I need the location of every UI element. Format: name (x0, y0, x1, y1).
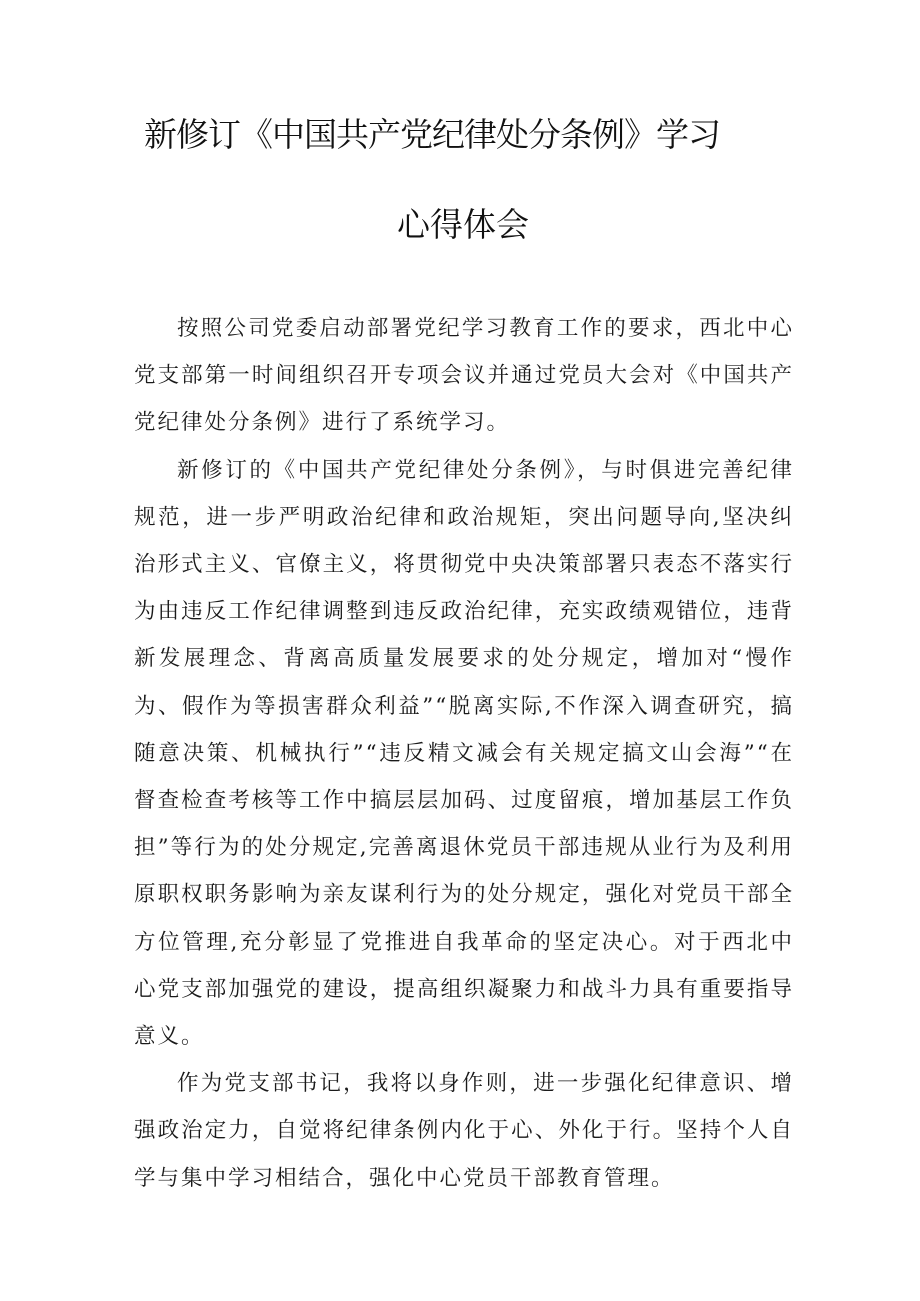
document-title-line-2: 心得体会 (397, 205, 529, 244)
document-body (134, 305, 794, 1202)
paragraph-1: 按照公司党委启动部署党纪学习教育工作的要求，西北中心党支部第一时间组织召开专项会议并通过党员大会对《中国共产党纪律处分条例》进行了系统学习。 (134, 316, 794, 436)
paragraph-2: 新修订的《中国共产党纪律处分条例》，与时俱进完善纪律规范，进一步严明政治纪律和政治规矩，突出问题导向,坚决纠治形式主义、官僚主义，将贯彻党中央决策部署只表态不落实行为由违反工作纪律调整到违反政治纪律，充实政绩观错位，违背新发展理念、背离高质量发展要求的处分规定，增加对“慢作为、假作为等损害群众利益”“脱离实际,不作深入调查研究，搞随意决策、机械执行”“违反精文减会有关规定搞文山会海”“在督查检查考核等工作中搞层层加码、过度留痕，增加基层工作负担”等行为的处分规定,完善离退休党员干部违规从业行为及利用原职权职务影响为亲友谋利行为的处分规定，强化对党员干部全方位管理,充分彰显了党推进自我革命的坚定决心。对于西北中心党支部加强党的建设，提高组织凝聚力和战斗力具有重要指导意义。 (134, 457, 794, 1050)
paragraph-3: 作为党支部书记，我将以身作则，进一步强化纪律意识、增强政治定力，自觉将纪律条例内化于心、外化于行。坚持个人自学与集中学习相结合，强化中心党员干部教育管理。 (134, 1071, 794, 1191)
document-title-line-1: 新修订《中国共产党纪律处分条例》学习 (144, 115, 720, 154)
